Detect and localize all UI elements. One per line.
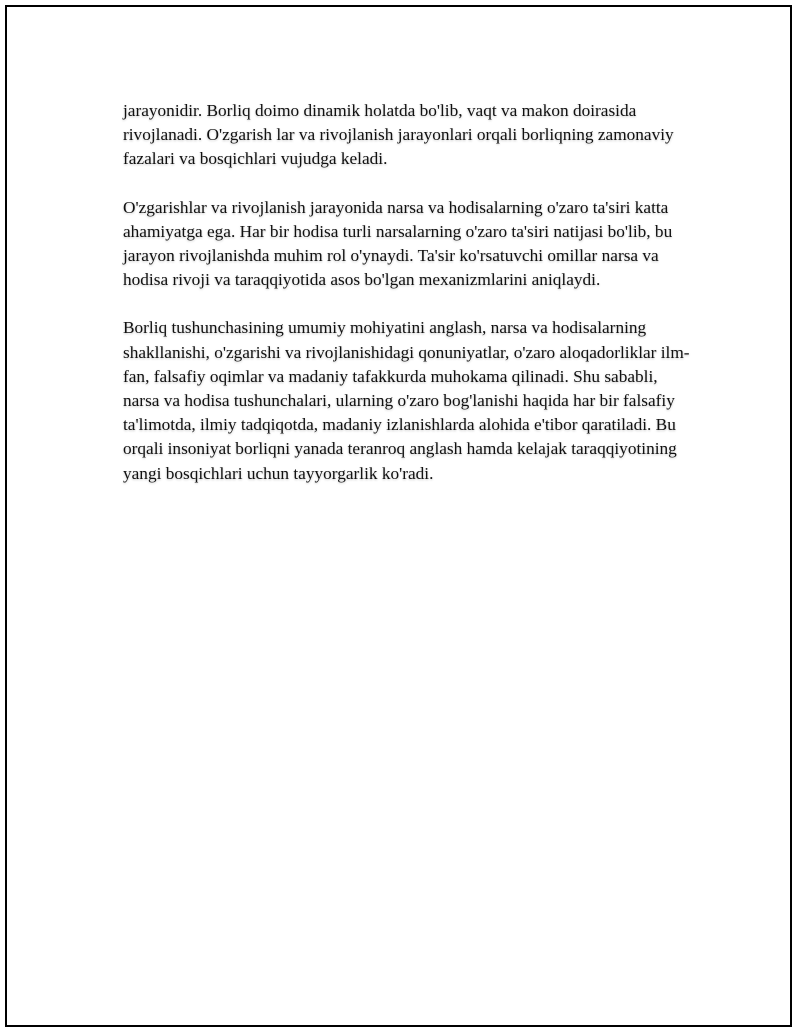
body-text	[123, 99, 693, 510]
paragraph-3: Borliq tushunchasining umumiy mohiyatini anglash, narsa va hodisalarning shakllanishi, o'zgarishi va rivojlanishidagi qonuniyatlar, o'zaro aloqadorliklar ilm-fan, falsafiy oqimlar va madaniy tafakkurda muhokama qilinadi. Shu sababli, narsa va hodisa tushunchalari, ularning o'zaro bog'lanishi haqida har bir falsafiy ta'limotda, ilmiy tadqiqotda, madaniy izlanishlarda alohida e'tibor qaratiladi. Bu orqali insoniyat borliqni yanada teranroq anglash hamda kelajak taraqqiyotining yangi bosqichlari uchun tayyorgarlik ko'radi.	[123, 318, 690, 483]
paragraph-1: jarayonidir. Borliq doimo dinamik holatda bo'lib, vaqt va makon doirasida rivojlanadi. O'zgarish lar va rivojlanish jarayonlari orqali borliqning zamonaviy fazalari va bosqichlari vujudga keladi.	[123, 101, 674, 169]
page-frame	[5, 5, 792, 1027]
paragraph-2: O'zgarishlar va rivojlanish jarayonida narsa va hodisalarning o'zaro ta'siri katta ahamiyatga ega. Har bir hodisa turli narsalarning o'zaro ta'siri natijasi bo'lib, bu jarayon rivojlanishda muhim rol o'ynaydi. Ta'sir ko'rsatuvchi omillar narsa va hodisa rivoji va taraqqiyotida asos bo'lgan mexanizmlarini aniqlaydi.	[123, 197, 673, 290]
